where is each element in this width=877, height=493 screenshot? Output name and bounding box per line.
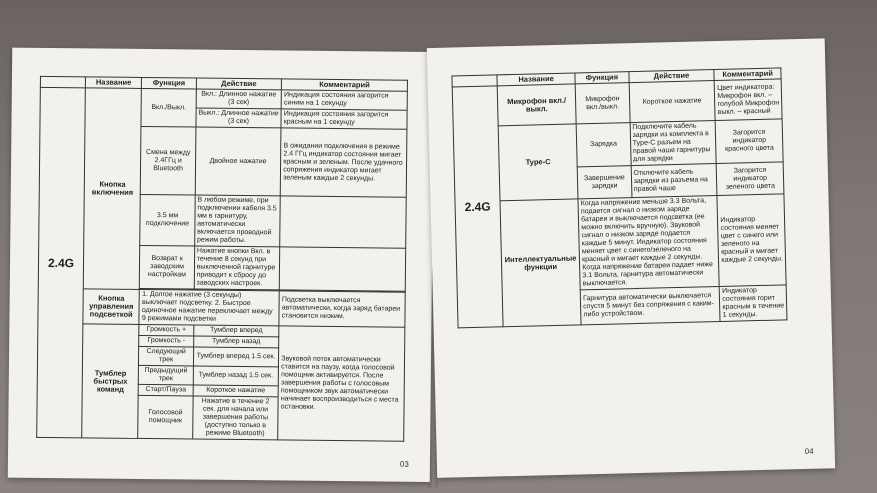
toggle-row-action: Тумблер назад 1.5 сек. xyxy=(193,366,279,386)
page-left xyxy=(8,48,434,482)
right-table xyxy=(451,67,787,328)
toggle-row-action: Тумблер назад xyxy=(193,336,279,348)
toggle-row-func: Старт/Пауза xyxy=(139,384,193,396)
header-function: Функция xyxy=(142,77,196,89)
switch-function: Смена между 2.4ГГц и Bluetooth xyxy=(141,126,196,195)
mic-function: Микрофон вкл./выкл. xyxy=(575,83,629,124)
header-action: Действие xyxy=(196,78,282,90)
toggle-row-func: Громкость + xyxy=(139,324,193,336)
mic-name: Микрофон вкл./выкл. xyxy=(497,84,576,126)
category-label: 2.4G xyxy=(452,86,503,328)
header-empty xyxy=(40,76,85,87)
jack-function: 3.5 мм подключение xyxy=(140,194,195,246)
light-comment: Подсветка выключается автоматически, когда заряд батареи становится низким. xyxy=(279,291,405,327)
charge-function: Зарядка xyxy=(576,123,630,167)
header-comment: Комментарий xyxy=(282,79,408,91)
page-right xyxy=(427,38,835,478)
jack-comment xyxy=(280,196,406,248)
mic-action: Короткое нажатие xyxy=(629,81,716,123)
smart-comment-1: Индикатор состояния меняет цвет с синего или зеленого на красный и мигает каждые 2 секунды. xyxy=(717,194,786,287)
light-button-name: Кнопка управления подсветкой xyxy=(83,289,140,325)
page-number-left: 03 xyxy=(399,459,409,469)
light-action: 1. Долгое нажатие (3 секунды) выключает подсветку. 2. Быстрое одиночное нажатие переключает между 9 режимами подсветки xyxy=(139,289,279,325)
onoff-function: Вкл./Выкл. xyxy=(141,88,196,127)
smart-name: Интеллектуальные функции xyxy=(500,199,581,327)
switch-comment: В ожидании подключения в режиме 2.4 ГГц индикатор состояния мигает красным и зеленым. После удачного сопряжения индикатор мигает зеленым каждые 2 секунды. xyxy=(280,128,406,197)
switch-action: Двойное нажатие xyxy=(195,127,281,196)
off-comment: Индикация состояния загорится красным на 1 секунду xyxy=(281,109,407,129)
toggle-row-func: Голосовой помощник xyxy=(138,395,193,439)
toggle-row-action: Тумблер вперед 1.5 сек. xyxy=(193,347,279,367)
header-name: Название xyxy=(85,77,142,89)
toggle-row-action: Короткое нажатие xyxy=(193,385,279,397)
done-function: Завершение зарядки xyxy=(577,166,631,199)
power-button-name: Кнопка включения xyxy=(83,88,142,290)
off-action: Выкл.: Длинное нажатие (3 сек) xyxy=(196,108,282,128)
left-table xyxy=(36,76,408,442)
header-name: Название xyxy=(497,73,575,86)
header-function: Функция xyxy=(575,72,629,84)
done-comment: Загорится индикатор зеленого цвета xyxy=(716,162,783,196)
toggle-row-action: Тумблер вперед xyxy=(193,325,279,337)
toggle-row-func: Громкость - xyxy=(139,335,193,347)
done-action: Отключите кабель зарядки из разъема на правой чаше xyxy=(631,164,717,198)
toggle-comment: Звуковой поток автоматически ставится на паузу, когда голосовой помощник активируется. После завершения работы с голосовым помощником звук автоматически начинает воспроизводиться с места остановки. xyxy=(278,326,405,441)
typec-name: Type-C xyxy=(498,124,578,201)
reset-action: Нажатие кнопки Вкл. в течение 8 секунд при выключенной гарнитуре приводит к сбросу до заводских настроек. xyxy=(194,246,280,290)
toggle-row-func: Следующий трек xyxy=(139,346,194,366)
smart-action-1: Когда напряжение меньше 3.3 Вольта, подается сигнал о низком заряде батареи и выключается подсветка (ее можно включить вручную). Звуковой сигнал о низком заряде подается каждые 5 минут. Индикатор состояния меняет цвет с синего/зеленого на красный и мигает каждые 2 секунды. Когда напряжение батареи падает ниже 3.1 Вольта, гарнитура автоматически выключается. xyxy=(578,196,719,290)
reset-comment xyxy=(279,247,405,291)
toggle-row-action: Нажатие в течение 2 сек. для начала или завершения работы (доступно только в режиме Bluetooth) xyxy=(192,396,278,440)
page-number-right: 04 xyxy=(804,446,814,456)
charge-comment: Загорится индикатор красного цвета xyxy=(715,119,783,164)
charge-action: Подключите кабель зарядки из комплекта в Type-C разъем на правой чаше гарнитуры для зарядки xyxy=(630,121,717,166)
jack-action: В любом режиме, при подключении кабеля 3.5 мм в гарнитуру, автоматически включается проводной режим работы. xyxy=(194,195,280,247)
toggle-name: Тумблер быстрых команд xyxy=(82,324,140,439)
on-action: Вкл.: Длинное нажатие (3 сек) xyxy=(196,89,282,109)
header-action: Действие xyxy=(628,70,714,83)
mic-comment: Цвет индикатора: Микрофон вкл. – голубой Микрофон выкл. – красный xyxy=(714,79,782,121)
on-comment: Индикация состояния загорится синим на 1 секунду xyxy=(281,90,407,110)
toggle-row-func: Предыдущий трек xyxy=(139,365,194,385)
smart-action-2: Гарнитура автоматически выключается спустя 5 минут без сопряжения с каким-либо устройством. xyxy=(580,286,720,324)
header-comment: Комментарий xyxy=(714,68,781,81)
smart-comment-2: Индикатор состояния горит красным в течение 1 секунды. xyxy=(720,285,787,322)
reset-function: Возврат к заводским настройкам xyxy=(140,245,195,289)
category-label: 2.4G xyxy=(37,87,86,437)
